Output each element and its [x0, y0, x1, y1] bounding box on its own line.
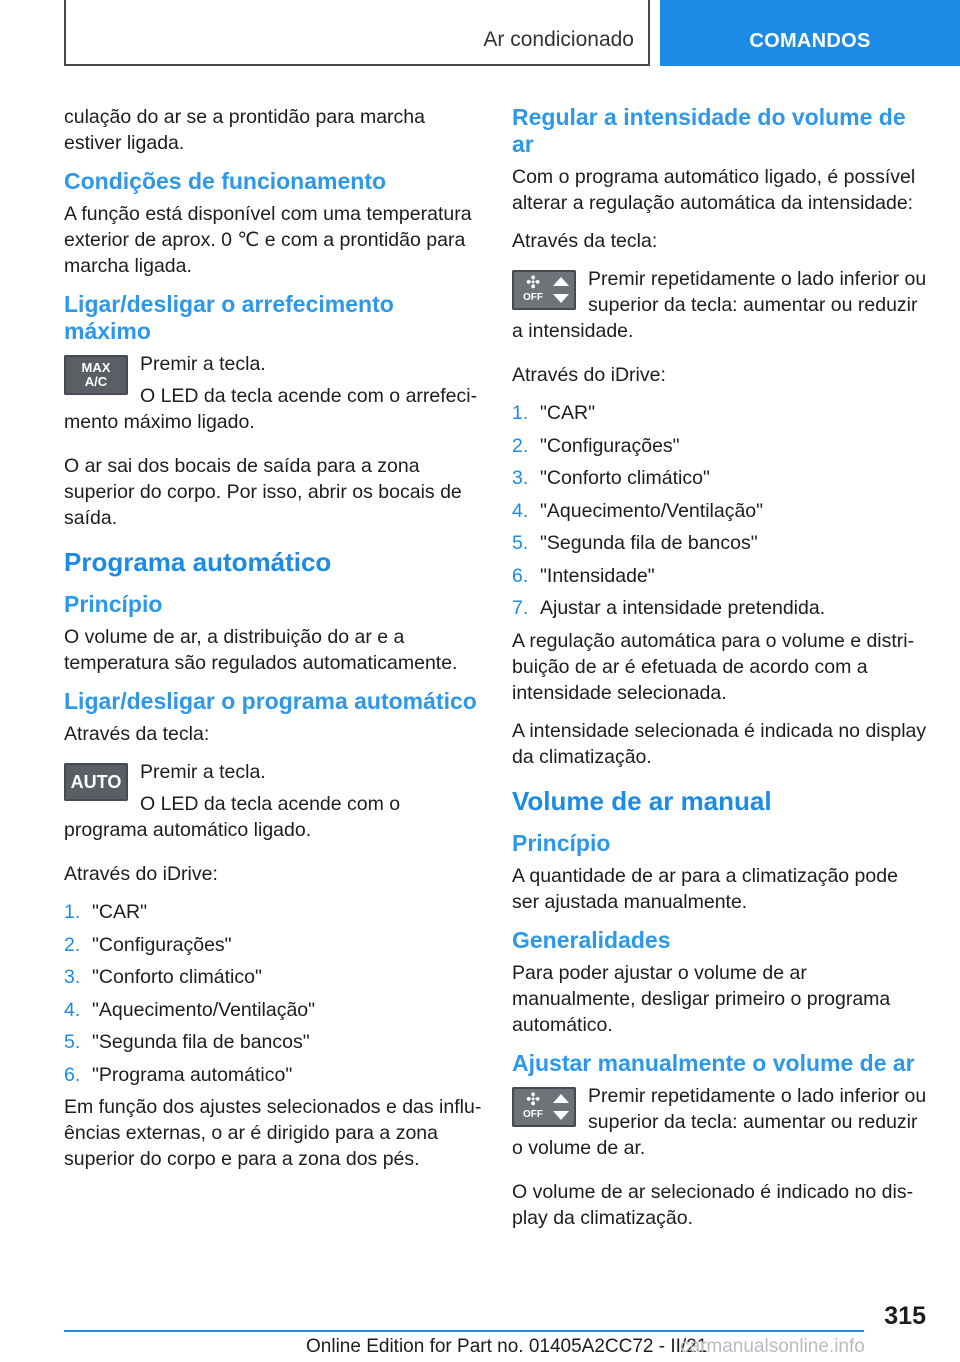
step-number: 2. — [512, 434, 529, 457]
step-text: "Configurações" — [92, 933, 232, 956]
via-key-text: Através da tecla: — [512, 230, 658, 252]
adjust-press-text: Premir repetidamente o lado inferior ou superior da tecla: aumentar ou reduzir o volume de ar. — [512, 1084, 927, 1159]
max-ac-key-icon — [64, 355, 128, 395]
max-led-text: O LED da tecla acende com o arrefecimento máximo ligado. — [64, 385, 478, 433]
fan-off-label: OFF — [523, 1108, 543, 1120]
header-section-box — [64, 0, 650, 66]
step-number: 6. — [64, 1063, 81, 1086]
auto-regulation-text: A regulação automática para o volume e distribuição de ar é efetuada de acordo com a intensidade selecionada. — [512, 629, 915, 704]
selected-volume-text: O volume de ar selecionado é indicado no display da climatização. — [512, 1180, 914, 1229]
idrive-steps-list — [64, 899, 482, 1088]
list-item — [512, 530, 930, 556]
max-ac-block — [64, 351, 482, 441]
fan-off-label: OFF — [523, 292, 543, 303]
step-text: "Intensidade" — [540, 564, 655, 587]
fan-icon: ✣ — [526, 1089, 541, 1109]
heading-max-cooling: Ligar/desligar o arrefecimento máximo — [64, 291, 394, 344]
fan-key-icon — [512, 270, 576, 310]
paragraph-principle: O volume de ar, a distribuição do ar e a temperatura são regulados automaticamente. — [64, 626, 458, 674]
heading-manual-volume: Volume de ar manual — [512, 785, 772, 816]
paragraph-general: Para poder ajustar o volume de ar manualmente, desligar primeiro o programa automático. — [512, 961, 891, 1036]
right-column — [512, 104, 930, 1243]
step-number: 5. — [64, 1031, 81, 1053]
outro-paragraph: Em função dos ajustes selecionados e das influências externas, o ar é dirigido para a zona superior do corpo e para a zona dos pés. — [64, 1096, 482, 1170]
heading-intensity: Regular a intensidade do volume de ar — [512, 104, 906, 157]
step-number: 4. — [64, 998, 81, 1021]
list-item — [512, 433, 930, 459]
step-number: 2. — [64, 933, 81, 956]
heading-principle: Princípio — [64, 591, 163, 617]
fan-key-block — [512, 266, 930, 350]
list-item — [64, 964, 482, 990]
via-idrive-text: Através do iDrive: — [64, 863, 218, 885]
step-text: "CAR" — [540, 402, 596, 424]
auto-key-block — [64, 759, 482, 849]
header-chapter-tab[interactable] — [660, 0, 960, 66]
step-number: 1. — [64, 901, 81, 923]
fan-press-text: Premir repetidamente o lado inferior ou superior da tecla: aumentar ou reduzir a intensidade. — [512, 268, 927, 342]
fan-icon: ✣ — [526, 273, 541, 292]
list-item — [64, 1029, 482, 1055]
arrow-up-icon — [553, 1094, 569, 1103]
auto-press-text: Premir a tecla. — [140, 761, 266, 783]
max-press-text: Premir a tecla. — [140, 353, 266, 375]
step-text: "Conforto climático" — [92, 966, 262, 988]
left-column — [64, 104, 482, 1184]
display-text: A intensidade selecionada é indicada no display da climatização. — [512, 719, 927, 768]
list-item — [512, 595, 930, 621]
step-text: Ajustar a intensidade pretendida. — [540, 597, 826, 619]
arrow-down-icon — [553, 1111, 569, 1120]
list-item — [512, 465, 930, 491]
arrow-down-icon — [553, 294, 569, 303]
auto-key-icon — [64, 763, 128, 801]
heading-adjust-manual: Ajustar manualmente o volume de ar — [512, 1049, 915, 1076]
list-item — [512, 563, 930, 589]
idrive-steps-list — [512, 400, 930, 621]
step-text: "Aquecimento/Ventilação" — [540, 499, 764, 522]
fan-key-icon — [512, 1087, 576, 1127]
list-item — [512, 400, 930, 426]
step-text: "CAR" — [92, 901, 148, 923]
footer-divider — [64, 1330, 864, 1332]
via-key-text: Através da tecla: — [64, 723, 210, 745]
step-text: "Programa automático" — [92, 1063, 293, 1086]
list-item — [64, 1062, 482, 1088]
footer-edition: Online Edition for Part no. 01405A2CC72 - II/21 — [306, 1336, 708, 1357]
step-text: "Aquecimento/Ventilação" — [92, 998, 316, 1021]
paragraph-principle: A quantidade de ar para a climatização pode ser ajustada manualmente. — [512, 864, 898, 913]
step-text: "Conforto climático" — [540, 467, 710, 489]
heading-conditions: Condições de funcionamento — [64, 168, 387, 194]
step-number: 1. — [512, 402, 529, 424]
intro-paragraph: culação do ar se a prontidão para marcha estiver ligada. — [64, 106, 425, 154]
auto-led-text: O LED da tecla acende com o programa automático ligado. — [64, 793, 401, 841]
page-number: 315 — [884, 1302, 926, 1330]
max-ac-key-label: MAX A/C — [81, 360, 111, 389]
fan-key-block-2 — [512, 1083, 930, 1167]
paragraph-conditions: A função está disponível com uma temperatura exterior de aprox. 0 ℃ e com a prontidão para marcha ligada. — [64, 203, 472, 277]
list-item — [64, 932, 482, 958]
list-item — [64, 997, 482, 1023]
step-number: 5. — [512, 532, 529, 554]
list-item — [512, 498, 930, 524]
max-air-text: O ar sai dos bocais de saída para a zona superior do corpo. Por isso, abrir os bocais de saída. — [64, 455, 462, 529]
footer-watermark: carmanualsonline.info — [680, 1336, 865, 1357]
step-text: "Segunda fila de bancos" — [540, 532, 758, 554]
list-item — [64, 899, 482, 925]
section-title: Ar condicionado — [483, 28, 634, 51]
arrow-up-icon — [553, 277, 569, 286]
paragraph-intensity: Com o programa automático ligado, é possível alterar a regulação automática da intensidade: — [512, 166, 916, 214]
via-idrive-text: Através do iDrive: — [512, 364, 666, 386]
step-number: 3. — [64, 966, 81, 988]
heading-auto-program: Programa automático — [64, 547, 332, 577]
auto-key-label: AUTO — [70, 772, 122, 792]
heading-general: Generalidades — [512, 926, 671, 953]
step-text: "Segunda fila de bancos" — [92, 1031, 310, 1053]
step-text: "Configurações" — [540, 434, 680, 457]
step-number: 4. — [512, 499, 529, 522]
step-number: 3. — [512, 467, 529, 489]
chapter-title: COMANDOS — [749, 30, 871, 52]
step-number: 6. — [512, 564, 529, 587]
step-number: 7. — [512, 597, 529, 619]
heading-principle: Princípio — [512, 829, 611, 856]
heading-auto-onoff: Ligar/desligar o programa automático — [64, 688, 477, 714]
